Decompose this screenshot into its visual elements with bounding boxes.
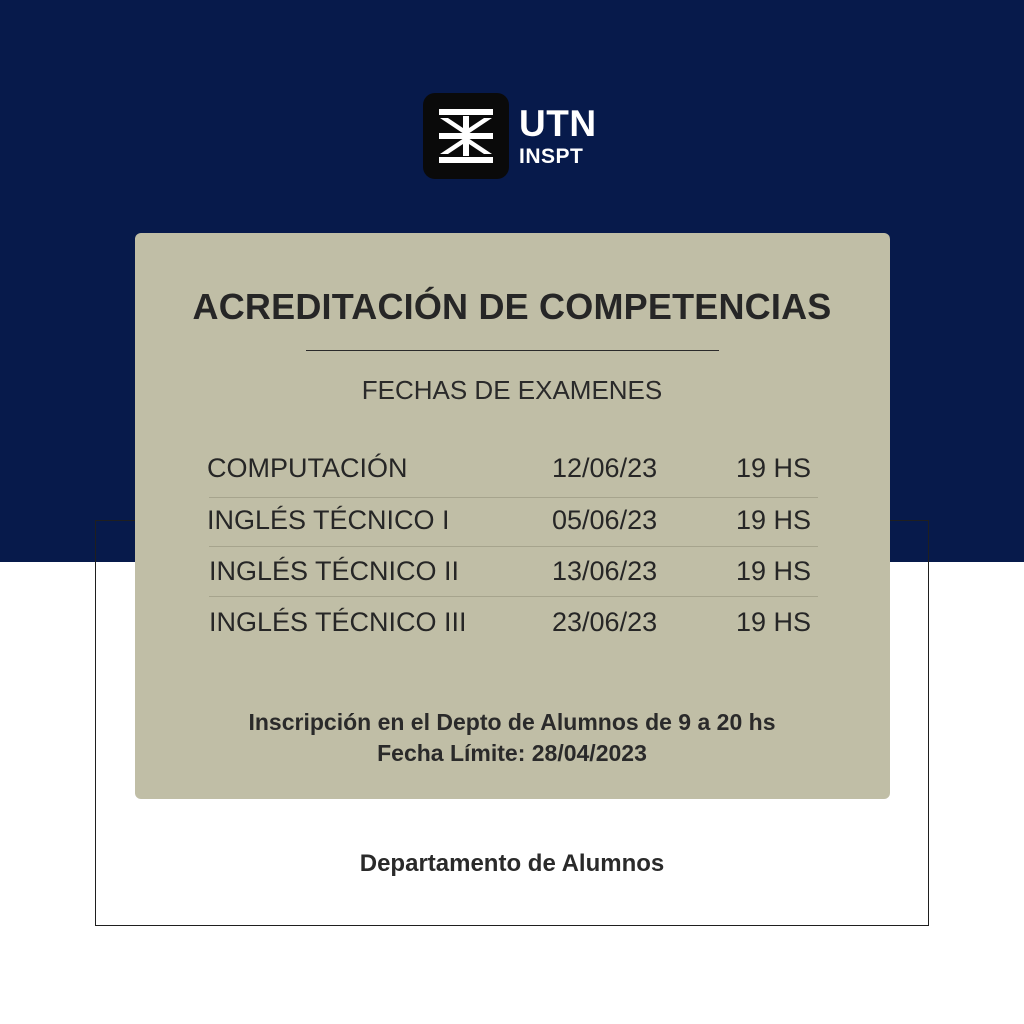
exam-time: 19 HS [736,453,812,483]
utn-logo [423,93,597,179]
row-divider [209,497,818,498]
exam-date: 05/06/23 [552,505,658,535]
utn-emblem-icon [423,93,509,179]
title-divider [306,350,719,351]
logo-text [519,105,597,167]
exam-date: 13/06/23 [552,556,658,586]
deadline-note: Fecha Límite: 28/04/2023 [377,740,647,766]
registration-note: Inscripción en el Depto de Alumnos de 9 a 20 hs [248,709,776,735]
exam-subject: COMPUTACIÓN [207,453,408,483]
exam-subject: INGLÉS TÉCNICO II [209,556,460,586]
exam-time: 19 HS [736,556,812,586]
exam-row [0,453,1024,501]
row-divider [209,596,818,597]
logo-institute: INSPT [519,145,584,168]
card-title: ACREDITACIÓN DE COMPETENCIAS [192,286,832,327]
exam-time: 19 HS [736,505,812,535]
row-divider [209,546,818,547]
logo-acronym: UTN [519,103,597,144]
exam-time: 19 HS [736,607,812,637]
exam-date: 12/06/23 [552,453,658,483]
exam-subject: INGLÉS TÉCNICO I [207,505,450,535]
department-name: Departamento de Alumnos [359,850,665,877]
exam-row [0,607,1024,655]
exam-subject: INGLÉS TÉCNICO III [209,607,467,637]
card-subtitle: FECHAS DE EXAMENES [361,375,663,405]
exam-date: 23/06/23 [552,607,658,637]
